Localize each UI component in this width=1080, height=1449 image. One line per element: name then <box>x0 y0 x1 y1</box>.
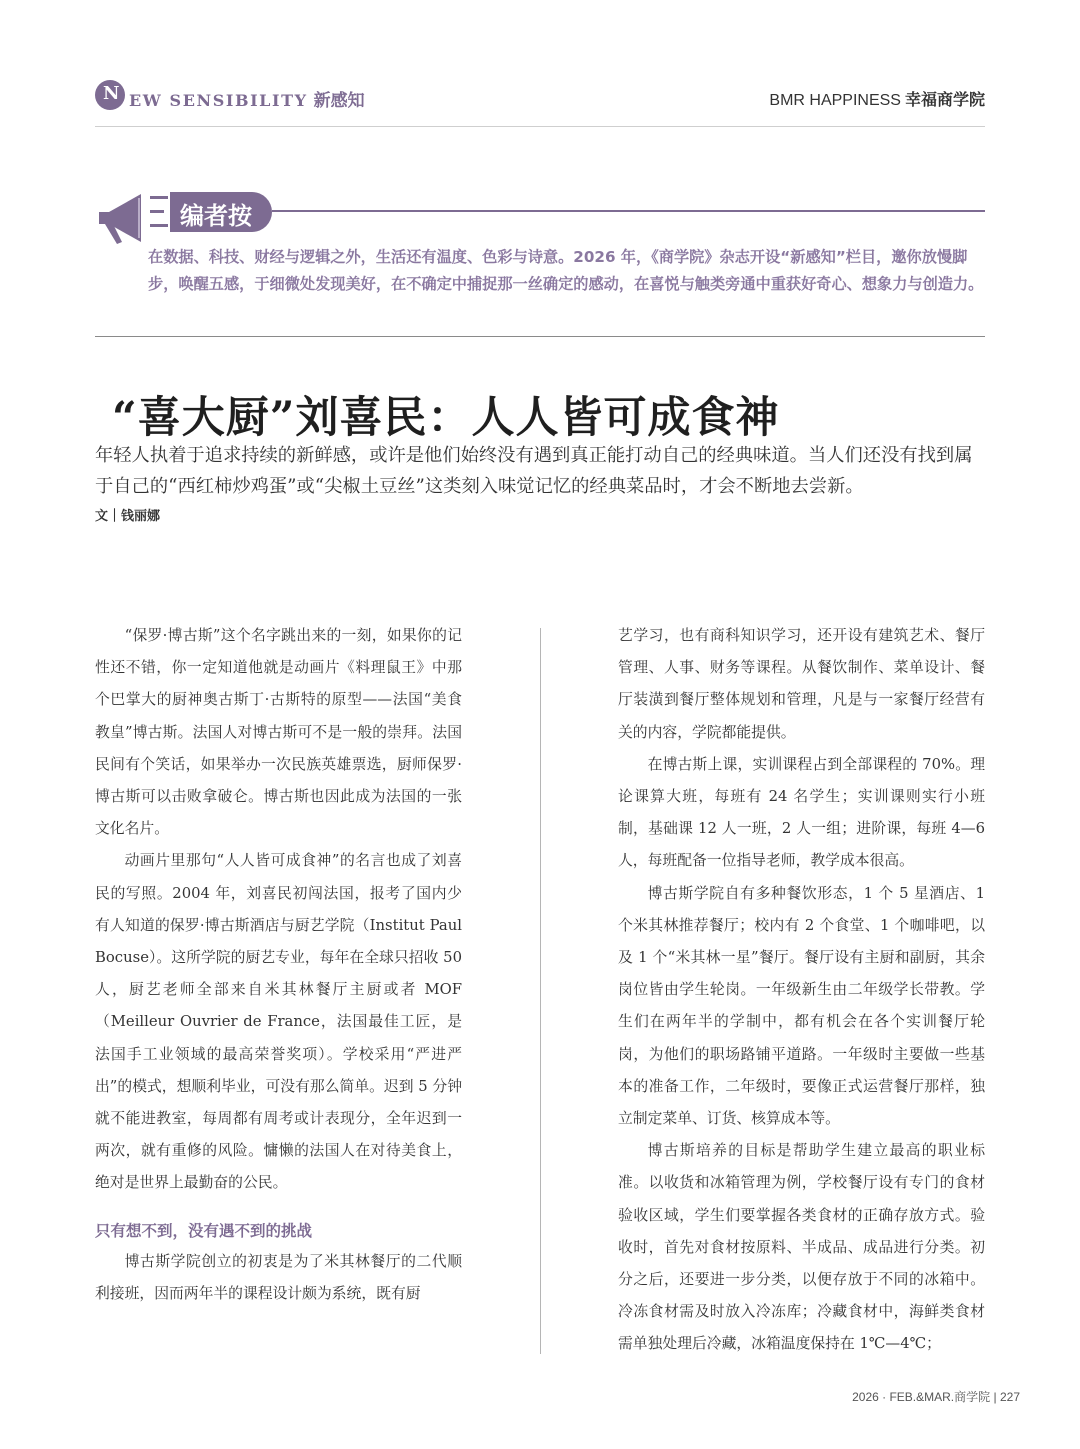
article-title: “喜大厨”刘喜民：人人皆可成食神 <box>112 393 780 443</box>
footer-separator: | <box>993 1390 997 1404</box>
brand-cn: 幸福商学院 <box>904 92 985 109</box>
paragraph: 动画片里那句“人人皆可成食神”的名言也成了刘喜民的写照。2004 年，刘喜民初闯法国，报考了国内少有人知道的保罗·博古斯酒店与厨艺学院（Institut Paul Bocuse）。这所学院的厨艺专业，每年在全球只招收 50 人，厨艺老师全部来自米其林餐厅主厨或者 MOF（Meilleur Ouvrier de France，法国最佳工匠，是法国手工业领域的最高荣誉奖项）。学校采用“严进严出”的模式，想顺利毕业，可没有那么简单。迟到 5 分钟就不能进教室，每周都有周考或计表现分，全年迟到一两次，就有重修的风险。慵懒的法国人在对待美食上，绝对是世界上最勤奋的公民。 <box>95 852 462 1192</box>
editor-note-text: 在数据、科技、财经与逻辑之外，生活还有温度、色彩与诗意。2026 年，《商学院》杂志开设“新感知”栏目，邀你放慢脚步，唤醒五感，于细微处发现美好，在不确定中捕捉那一丝确定的感动，在喜悦与触类旁通中重获好奇心、想象力与创造力。 <box>148 248 984 293</box>
editor-note-line <box>272 210 985 212</box>
right-column <box>618 620 985 1361</box>
paragraph: 艺学习，也有商科知识学习，还开设有建筑艺术、餐厅管理、人事、财务等课程。从餐饮制作、菜单设计、餐厅装潢到餐厅整体规划和管理，凡是与一家餐厅经营有关的内容，学院都能提供。 <box>618 627 985 741</box>
paragraph: 博古斯学院自有多种餐饮形态，1 个 5 星酒店、1 个米其林推荐餐厅；校内有 2 个食堂、1 个咖啡吧，以及 1 个“米其林一星”餐厅。餐厅设有主厨和副厨，其余岗位皆由学生轮岗。一年级新生由二年级学长带教。学生们在两年半的学制中，都有机会在各个实训餐厅轮岗，为他们的职场路铺平道路。一年级时主要做一些基本的准备工作，二年级时，要像正式运营餐厅那样，独立制定菜单、订货、核算成本等。 <box>618 884 985 1128</box>
editor-note-divider <box>95 336 985 337</box>
section-heading: 只有想不到，没有遇不到的挑战 <box>95 1221 313 1240</box>
paragraph: 博古斯培养的目标是帮助学生建立最高的职业标准。以收货和冰箱管理为例，学校餐厅设有专门的食材验收区域，学生们要掌握各类食材的正确存放方式。验收时，首先对食材按原料、半成品、成品进行分类。初分之后，还要进一步分类，以便存放于不同的冰箱中。冷冻食材需及时放入冷冻库；冷藏食材中，海鲜类食材需单独处理后冷藏，冰箱温度保持在 1℃—4℃； <box>618 1142 985 1353</box>
paragraph: 博古斯学院创立的初衷是为了米其林餐厅的二代顺利接班，因而两年半的课程设计颇为系统，既有厨 <box>95 1252 462 1302</box>
page-number: 227 <box>999 1390 1020 1404</box>
page-header <box>95 78 985 118</box>
page-footer <box>852 1388 1020 1405</box>
section-title <box>129 86 365 111</box>
byline: 文｜钱丽娜 <box>95 509 161 524</box>
brand-name <box>769 87 985 110</box>
megaphone-icon <box>95 188 155 248</box>
section-initial: N <box>103 83 120 104</box>
paragraph: 在博古斯上课，实训课程占到全部课程的 70%。理论课算大班，每班有 24 名学生；实训课则实行小班制，基础课 12 人一班，2 人一组；进阶课，每班 4—6 人，每班配备一位指导老师，教学成本很高。 <box>618 755 985 870</box>
left-column <box>95 620 462 1310</box>
section-badge <box>95 80 125 110</box>
header-divider <box>95 126 985 127</box>
issue-info: 2026 · FEB.&MAR.商学院 <box>852 1390 991 1404</box>
section-name: EW SENSIBILITY <box>129 91 308 110</box>
brand-en: BMR HAPPINESS <box>769 92 901 109</box>
section-name-cn: 新感知 <box>313 91 365 111</box>
editor-note-label: 编者按 <box>180 202 252 230</box>
article-subtitle: 年轻人执着于追求持续的新鲜感，或许是他们始终没有遇到真正能打动自己的经典味道。当人们还没有找到属于自己的“西红柿炒鸡蛋”或“尖椒土豆丝”这类刻入味觉记忆的经典菜品时，才会不断地去尝新。 <box>95 445 973 497</box>
paragraph: “保罗·博古斯”这个名字跳出来的一刻，如果你的记性还不错，你一定知道他就是动画片《料理鼠王》中那个巴掌大的厨神奥古斯丁·古斯特的原型——法国“美食教皇”博古斯。法国人对博古斯可不是一般的崇拜。法国民间有个笑话，如果举办一次民族英雄票选，厨师保罗·博古斯可以击败拿破仑。博古斯也因此成为法国的一张文化名片。 <box>95 627 462 838</box>
column-divider <box>540 628 541 1354</box>
